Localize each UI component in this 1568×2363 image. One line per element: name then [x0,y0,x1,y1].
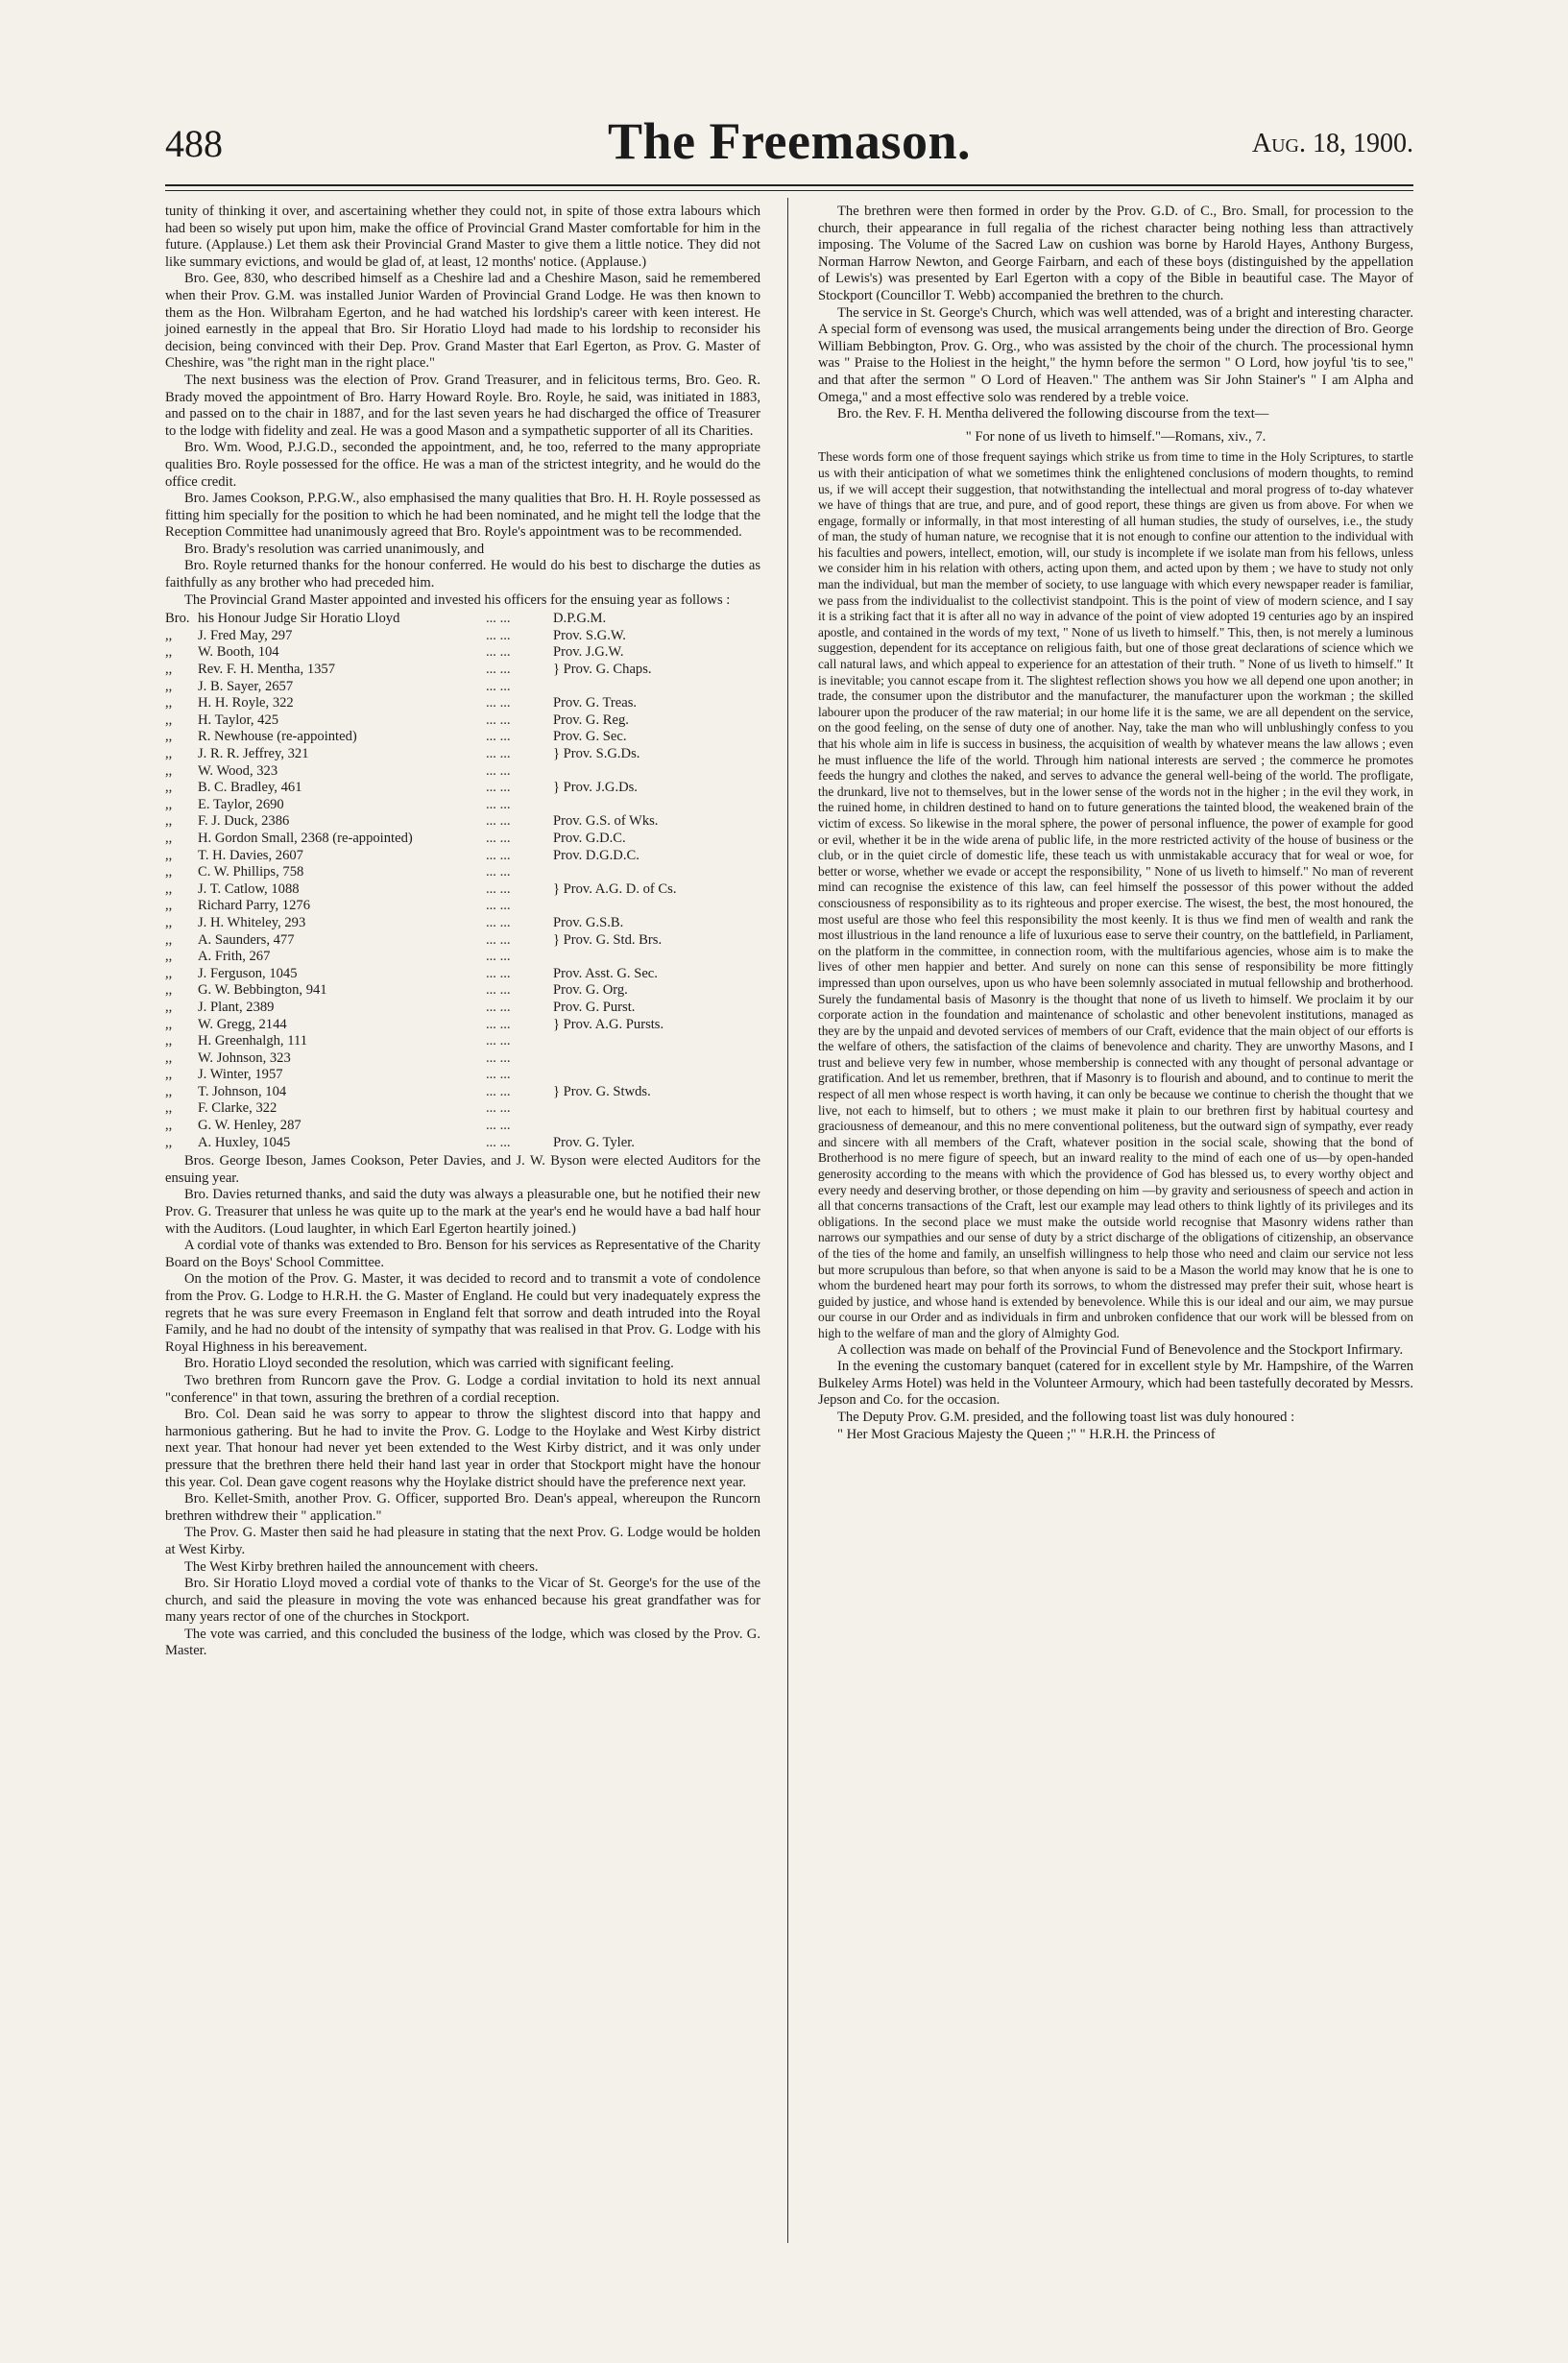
officer-name: F. J. Duck, 2386 [198,813,290,830]
officer-name: B. C. Bradley, 461 [198,780,302,796]
leader-dots: ... ... [486,627,511,643]
paper-title: The Freemason. [608,112,971,170]
paragraph: The brethren were then formed in order by the Prov. G.D. of C., Bro. Small, for procession to the church, their appearance in full regalia of the richest character being nothing less than attractively imposing. The Volume of the Sacred Law on cushion was borne by Harold Hayes, Anthony Burgess, Norman Harrow Newton, and George Fairbarn, and each of these boys (distinguished by the appellation of Lewis's) was presented by Earl Egerton with a copy of the Bible in beautiful case. The Mayor of Stockport (Councillor T. Webb) accompanied the brethren to the church. [818,204,1413,303]
officer-row [165,644,760,662]
officer-office [553,763,760,781]
officer-name: J. B. Sayer, 2657 [198,678,294,694]
officer-prefix: ,, [165,729,173,745]
officer-name: W. Gregg, 2144 [198,1016,287,1032]
officer-name: W. Booth, 104 [198,644,279,661]
paragraph: Bro. Davies returned thanks, and said the duty was always a pleasurable one, but he notified their new Prov. G. Treasurer that unless he was quite up to the mark at the year's end he would have a bad half hour with the Auditors. (Loud laughter, in which Earl Egerton heartily joined.) [165,1187,760,1237]
sermon-body: These words form one of those frequent sayings which strike us from time to time in the Holy Scriptures, to startle us with their anticipation of what we sometimes think the enlightened conclusions of modern thoughts, to remind us, if we will accept their suggestion, that notwithstanding the intellectual and moral progress of to-day whatever we have of things that are true, and pure, and of good report, these things are given us from above. For when we engage, formally or informally, in that most interesting of all human studies, the study of ourselves, i.e., the study of man, the study of human nature, we recognise that it is not enough to confine our attention to the individual with his faculties and powers, intellect, emotion, will, our study is incomplete if we isolate man from his fellows, unless we consider him in his relation with others, acting upon them, and acted upon by them ; we have to study not only man the individual, but man the member of society, to use language with which every newspaper reader is familiar, we pass from the individualist to the collectivist standpoint. This is the point of view of modern science, and I say it is a striking fact that it is after all no way in advance of the point of view adopted 19 centuries ago by an inspired apostle, and contained in the words of my text, " None of us liveth to himself." This, then, is not merely a luminous suggestion, dependent for its acceptance on religious faith, but one of those great declarations of science which we call natural laws, and which appeal to experience for an attestation of their truth. " None of us liveth to himself." It is inevitable; you cannot escape from it. The slightest reflection shows you how we all depend one upon another; in trade, the consumer upon the distributor and the manufacturer, the manufacturer upon the workman ; the skilled labourer upon the producer of the raw material; in our home life it is the same, we are all dependent on the service, on the good feeling, on the sense of duty one of another. Nay, take the man who will unblushingly confess to you that his whole aim in life is success in business, the acquisition of wealth by whatever means the law allows ; even he must influence the life of the world. Through him national interests are served ; the commerce he promotes feeds the hungry and clothes the naked, and serves to advance the general well-being of the world. The profligate, the drunkard, live not to themselves, but in the lower sense of the words not in the higher ; in the evil they work, in the ruined home, in children destined to hand on to future generations the tainted blood, the weakened brain of the victim of excess. So likewise in the moral sphere, the power of personal influence, the power of example for good or evil, whether it be in the wide arena of public life, in the more restricted activity of the house of business or the club, or in the quiet circle of domestic life, these teach us with unmistakable accuracy that for weal or woe, for better or worse, whether we evade or accept the responsibility, " None of us liveth to himself." No man of reverent mind can recognise the existence of this law, can feel himself the possessor of this power without the added consciousness of responsibility as to its righteous and proper exercise. The wisest, the best, the most honoured, the most useful are those who feel this responsibility the most keenly. It is thus we find men of wealth and rank the most illustrious in the land renounce a life of luxurious ease to serve their country, on the battlefield, in Parliament, on the platform in the committee, in connection room, with the multifarious agencies, whose aim is to make the lives of other men happier and better. And surely on none can this sense of responsibility be more fittingly impressed than upon ourselves, upon us who have been solemnly associated in mutual fellowship and brotherhood. Surely the fundamental basis of Masonry is the thought that none of us liveth to himself. We proclaim it by our corporate action in the foundation and maintenance of scholastic and other benevolent institutions, managed as they are by the unpaid and devoted services of members of our Craft, evidence that the main object of our efforts is the welfare of others, the satisfaction of the claims of benevolence and charity. They are unworthy Masons, and I trust and believe very few in number, whose membership is connected with any thought of personal advantage or gratification. And let us remember, brethren, that if Masonry is to flourish and abound, and to continue to merit the respect of all men whose respect is worth having, it can only be because we continue to cherish the thought that we live, not each to himself, but to others ; we must make it plain to our brethren first by habitual courtesy and graciousness of demeanour, and this no mere conventional politeness, but the outward sign of sympathy, ever ready and sincere with all members of the Craft, whatever position in the social scale, showing that the bond of Brotherhood is no mere figure of speech, but an inward reality to the mind of each one of us—by open-handed generosity according to the means with which the providence of God has blessed us, to every worthy object and every needy and deserving brother, or those depending on him —by gravity and seriousness of speech and action in all that concerns transactions of the Craft, lest our example may lead others to think lightly of its privileges and its obligations. In the second place we must make the outside world recognise that Masonry widens rather than narrows our sympathies and our sense of duty by a strict discharge of the obligations of citizenship, an observance of the ties of the home and family, an unselfish willingness to help those who need and claim our service not less but more scrupulous than before, so that when anyone is said to be a Mason the world may know that he is one to whom the burdened heart may pour forth its sorrows, to whom the distressed may prefer their suit, whose heart is guided by justice, and whose hand is extended by benevolence. While this is our ideal and our aim, we may pursue our course in our Order and as individuals in firm and unbroken confidence that our work will be blessed from on high to the welfare of man and the glory of Almighty God. [818,449,1413,1340]
issue-date: Aug. 18, 1900. [1251,129,1413,158]
officer-prefix: ,, [165,931,173,948]
officer-name: G. W. Bebbington, 941 [198,982,327,999]
officer-name: H. H. Royle, 322 [198,695,294,711]
officer-prefix: ,, [165,847,173,863]
officer-name: W. Johnson, 323 [198,1049,291,1066]
officer-office: Prov. Asst. G. Sec. [553,965,658,981]
page-number: 488 [165,122,223,165]
officer-row [165,746,760,763]
officer-name: H. Gordon Small, 2368 (re-appointed) [198,830,413,846]
paragraph: Bro. James Cookson, P.P.G.W., also emphasised the many qualities that Bro. H. H. Royle possessed as fitting him specially for the position to which he had been nominated, and he might tell the lodge that the Reception Committee had unanimously agreed that Bro. Royle's appointment was to be recommended. [165,491,760,541]
paragraph: The Prov. G. Master then said he had pleasure in stating that the next Prov. G. Lodge would be holden at West Kirby. [165,1525,760,1557]
leader-dots: ... ... [486,678,511,694]
officer-prefix: ,, [165,762,173,779]
paragraph: Two brethren from Runcorn gave the Prov. G. Lodge a cordial invitation to hold its next annual "conference" in that town, assuring the brethren of a cordial reception. [165,1372,760,1406]
officer-name: T. Johnson, 104 [198,1083,287,1099]
paragraph: A cordial vote of thanks was extended to Bro. Benson for his services as Representative of the Charity Board on the Boys' School Committee. [165,1238,760,1270]
officer-name: A. Huxley, 1045 [198,1134,291,1150]
officer-office: } Prov. A.G. D. of Cs. [553,880,677,897]
left-column [165,204,760,1660]
officer-prefix: ,, [165,678,173,694]
officer-office: Prov. G. Treas. [553,695,638,711]
officer-office: } Prov. G. Stwds. [553,1083,651,1099]
officer-office: } Prov. A.G. Pursts. [553,1016,664,1032]
paragraph: Bro. Col. Dean said he was sorry to appear to throw the slightest discord into that happy and harmonious gathering. But he had to invite the Prov. G. Lodge to the Hoylake and West Kirby district next year. That honour had never yet been extended to the West Kirby district, and it was only under pressure that the brethren there held their hand last year in order that Stockport might have the honour this year. Col. Dean gave cogent reasons why the Hoylake district should have the preference next year. [165,1407,760,1490]
officer-office: Prov. D.G.D.C. [553,847,639,863]
officer-prefix: ,, [165,1016,173,1032]
officer-name: T. H. Davies, 2607 [198,847,303,863]
officer-prefix: ,, [165,880,173,897]
officer-row [165,915,760,932]
leader-dots: ... ... [486,898,511,914]
officer-name: Rev. F. H. Mentha, 1357 [198,662,336,678]
officer-prefix: ,, [165,1049,173,1066]
officer-office: } Prov. J.G.Ds. [553,780,638,796]
officer-prefix: Bro. [165,611,190,627]
masthead [165,108,1413,175]
officer-office [553,898,760,915]
officer-office [553,797,760,814]
officers-list [165,611,760,1151]
officer-prefix: ,, [165,1118,173,1134]
leader-dots: ... ... [486,1033,511,1049]
officer-office: } Prov. G. Chaps. [553,662,652,678]
officer-prefix: ,, [165,627,173,643]
officer-row [165,898,760,915]
paragraph: The Provincial Grand Master appointed and invested his officers for the ensuing year as follows : [184,591,731,608]
officer-prefix: ,, [165,914,173,930]
leader-dots: ... ... [486,762,511,779]
officer-office [553,1118,760,1135]
leader-dots: ... ... [486,965,511,981]
officer-prefix: ,, [165,746,173,761]
officer-row [165,1084,760,1101]
officer-row [165,1000,760,1017]
leader-dots: ... ... [486,931,511,948]
officer-office: Prov. G. Purst. [553,999,636,1015]
paragraph: The Deputy Prov. G.M. presided, and the following toast list was duly honoured : [837,1409,1295,1425]
officer-row [165,848,760,865]
paragraph: tunity of thinking it over, and ascertaining whether they could not, in spite of those extra labours which had been so wisely put upon him, make the office of Provincial Grand Master comfortable for him in the future. (Applause.) Let them ask their Provincial Grand Master to give them a little notice. They did not like summary evictions, and would be glad of, at least, 12 months' notice. (Applause.) [165,204,760,270]
leader-dots: ... ... [486,711,511,728]
officer-row [165,712,760,730]
officer-prefix: ,, [165,813,173,830]
officer-row [165,695,760,712]
officer-name: C. W. Phillips, 758 [198,864,304,880]
officer-name: J. Fred May, 297 [198,627,293,643]
officer-prefix: ,, [165,1083,173,1099]
officer-name: J. R. R. Jeffrey, 321 [198,746,309,761]
officer-row [165,1067,760,1084]
officer-office: Prov. S.G.W. [553,627,626,643]
officer-prefix: ,, [165,796,173,812]
paragraph: The vote was carried, and this concluded the business of the lodge, which was closed by the Prov. G. Master. [165,1626,760,1659]
officer-office [553,1050,760,1068]
officer-office: Prov. G. Sec. [553,729,627,745]
leader-dots: ... ... [486,847,511,863]
officer-row [165,1033,760,1050]
officer-office [553,1033,760,1050]
paragraph: Bro. Kellet-Smith, another Prov. G. Officer, supported Bro. Dean's appeal, whereupon the Runcorn brethren withdrew their " application." [165,1491,760,1524]
officer-row [165,1118,760,1135]
officer-row [165,729,760,746]
officer-row [165,881,760,899]
officer-row [165,813,760,831]
officer-name: J. Winter, 1957 [198,1067,283,1083]
officer-row [165,932,760,950]
leader-dots: ... ... [486,1016,511,1032]
officer-prefix: ,, [165,965,173,981]
officer-row [165,1100,760,1118]
leader-dots: ... ... [486,1118,511,1134]
leader-dots: ... ... [486,830,511,846]
officer-name: E. Taylor, 2690 [198,796,284,812]
leader-dots: ... ... [486,644,511,661]
paragraph: A collection was made on behalf of the Provincial Fund of Benevolence and the Stockport Infirmary. [837,1341,1404,1358]
paragraph: Bro. Royle returned thanks for the honour conferred. He would do his best to discharge the duties as faithfully as any brother who had preceded him. [165,558,760,591]
officer-row [165,1017,760,1034]
leader-dots: ... ... [486,662,511,678]
officer-name: Richard Parry, 1276 [198,898,310,914]
officer-name: A. Saunders, 477 [198,931,295,948]
officer-prefix: ,, [165,1134,173,1150]
officer-name: A. Frith, 267 [198,949,271,965]
officer-row [165,966,760,983]
officer-prefix: ,, [165,662,173,678]
masthead-rule-thin [165,190,1413,191]
leader-dots: ... ... [486,611,511,627]
paragraph: Bro. Wm. Wood, P.J.G.D., seconded the appointment, and, he too, referred to the many appropriate qualities Bro. Royle possessed for the office. He was a man of the strictest integrity, and he would do the office credit. [165,440,760,490]
paragraph: Bro. Sir Horatio Lloyd moved a cordial vote of thanks to the Vicar of St. George's for the use of the church, and said the pleasure in moving the vote was enhanced because his great grandfather was for many years rector of one of the churches in Stockport. [165,1576,760,1626]
officer-name: W. Wood, 323 [198,762,278,779]
officer-prefix: ,, [165,780,173,796]
officer-name: G. W. Henley, 287 [198,1118,302,1134]
officer-name: J. H. Whiteley, 293 [198,914,306,930]
officer-name: F. Clarke, 322 [198,1100,277,1117]
leader-dots: ... ... [486,796,511,812]
officer-row [165,797,760,814]
leader-dots: ... ... [486,729,511,745]
officer-name: his Honour Judge Sir Horatio Lloyd [198,611,400,627]
officer-office: } Prov. S.G.Ds. [553,746,640,761]
paragraph: " Her Most Gracious Majesty the Queen ;" " H.R.H. the Princess of [837,1426,1216,1442]
officer-office: D.P.G.M. [553,611,607,627]
leader-dots: ... ... [486,695,511,711]
leader-dots: ... ... [486,914,511,930]
officer-prefix: ,, [165,949,173,965]
officer-row [165,662,760,679]
officer-row [165,763,760,781]
officer-office: } Prov. G. Std. Brs. [553,931,663,948]
paragraph: The West Kirby brethren hailed the announcement with cheers. [184,1558,539,1575]
masthead-rule [165,184,1413,186]
officer-row [165,679,760,696]
officer-prefix: ,, [165,999,173,1015]
officer-office: Prov. G. Tyler. [553,1134,635,1150]
officer-name: J. Ferguson, 1045 [198,965,298,981]
leader-dots: ... ... [486,1100,511,1117]
leader-dots: ... ... [486,949,511,965]
officer-office [553,864,760,881]
officer-office: Prov. J.G.W. [553,644,624,661]
paragraph: Bros. George Ibeson, James Cookson, Peter Davies, and J. W. Byson were elected Auditors for the ensuing year. [165,1153,760,1186]
officer-prefix: ,, [165,695,173,711]
leader-dots: ... ... [486,864,511,880]
officer-prefix: ,, [165,864,173,880]
paragraph: Bro. Brady's resolution was carried unanimously, and [184,541,485,557]
officer-prefix: ,, [165,711,173,728]
officer-name: J. Plant, 2389 [198,999,275,1015]
leader-dots: ... ... [486,746,511,761]
officer-prefix: ,, [165,830,173,846]
leader-dots: ... ... [486,1067,511,1083]
officer-office [553,679,760,696]
column-divider [787,198,788,2243]
officer-prefix: ,, [165,1100,173,1117]
officer-office: Prov. G.S. of Wks. [553,813,659,830]
officer-prefix: ,, [165,644,173,661]
officer-office: Prov. G. Org. [553,982,628,999]
officer-row [165,780,760,797]
officer-office: Prov. G. Reg. [553,711,629,728]
paragraph: On the motion of the Prov. G. Master, it was decided to record and to transmit a vote of condolence from the Prov. G. Lodge to H.R.H. the G. Master of England. He could but very inadequately express the regrets that he was sure every Freemason in England felt that sorrow and death intruded into the Royal Family, and he had no doubt of the intensity of sympathy that was realised in that Prov. G. Lodge with his Royal Highness in his bereavement. [165,1271,760,1355]
officer-prefix: ,, [165,898,173,914]
officer-row [165,982,760,1000]
officer-row [165,831,760,848]
leader-dots: ... ... [486,880,511,897]
leader-dots: ... ... [486,1049,511,1066]
officer-prefix: ,, [165,982,173,999]
leader-dots: ... ... [486,813,511,830]
officer-row [165,611,760,628]
officer-row [165,864,760,881]
officer-office [553,1100,760,1118]
officer-row [165,1135,760,1152]
officer-office: Prov. G.S.B. [553,914,624,930]
leader-dots: ... ... [486,999,511,1015]
leader-dots: ... ... [486,982,511,999]
officer-office [553,1067,760,1084]
officer-name: R. Newhouse (re-appointed) [198,729,357,745]
paragraph: Bro. Horatio Lloyd seconded the resolution, which was carried with significant feeling. [184,1356,674,1372]
officer-name: H. Taylor, 425 [198,711,279,728]
officer-name: J. T. Catlow, 1088 [198,880,300,897]
paragraph: Bro. Gee, 830, who described himself as a Cheshire lad and a Cheshire Mason, said he remembered when their Prov. G.M. was installed Junior Warden of Provincial Grand Lodge. He was then known to them as the Hon. Wilbraham Egerton, and he had watched his lordship's career with keen interest. He joined earnestly in the appeal that Bro. Sir Horatio Lloyd had made to his lordship to reconsider his decision, being convinced with their Dep. Prov. Grand Master that Earl Egerton, as Prov. G. Master of Cheshire, was "the right man in the right place." [165,271,760,372]
paragraph: The next business was the election of Prov. Grand Treasurer, and in felicitous terms, Bro. Geo. R. Brady moved the appointment of Bro. Harry Howard Royle. Bro. Royle, he said, was initiated in 1883, and passed on to the chair in 1887, and for the last seven years he had discharged the office of Treasurer to the lodge with fidelity and zeal. He was a good Mason and a sympathetic supporter of all its Charities. [165,372,760,439]
officer-office [553,949,760,966]
officer-row [165,1050,760,1068]
right-column [818,204,1413,1443]
officer-office: Prov. G.D.C. [553,830,626,846]
officer-prefix: ,, [165,1033,173,1049]
officer-row [165,628,760,645]
paragraph: Bro. the Rev. F. H. Mentha delivered the following discourse from the text— [837,406,1269,422]
officer-prefix: ,, [165,1067,173,1083]
sermon-text: " For none of us liveth to himself."—Romans, xiv., 7. [965,428,1266,445]
officer-row [165,949,760,966]
leader-dots: ... ... [486,1134,511,1150]
leader-dots: ... ... [486,780,511,796]
leader-dots: ... ... [486,1083,511,1099]
paragraph: The service in St. George's Church, which was well attended, was of a bright and interesting character. A special form of evensong was used, the musical arrangements being under the direction of Bro. George William Bebbington, Prov. G. Org., who was assisted by the choir of the church. The processional hymn was " Praise to the Holiest in the height," the hymn before the sermon " O Lord, how joyful 'tis to see," and that after the sermon " O Lord of Heaven." The anthem was Sir John Stainer's " I am Alpha and Omega," and a most effective solo was rendered by a treble voice. [818,304,1413,405]
paragraph: In the evening the customary banquet (catered for in excellent style by Mr. Hampshire, of the Warren Bulkeley Arms Hotel) was held in the Volunteer Armoury, which had been tastefully decorated by Messrs. Jepson and Co. for the occasion. [818,1359,1413,1409]
officer-name: H. Greenhalgh, 111 [198,1033,308,1049]
